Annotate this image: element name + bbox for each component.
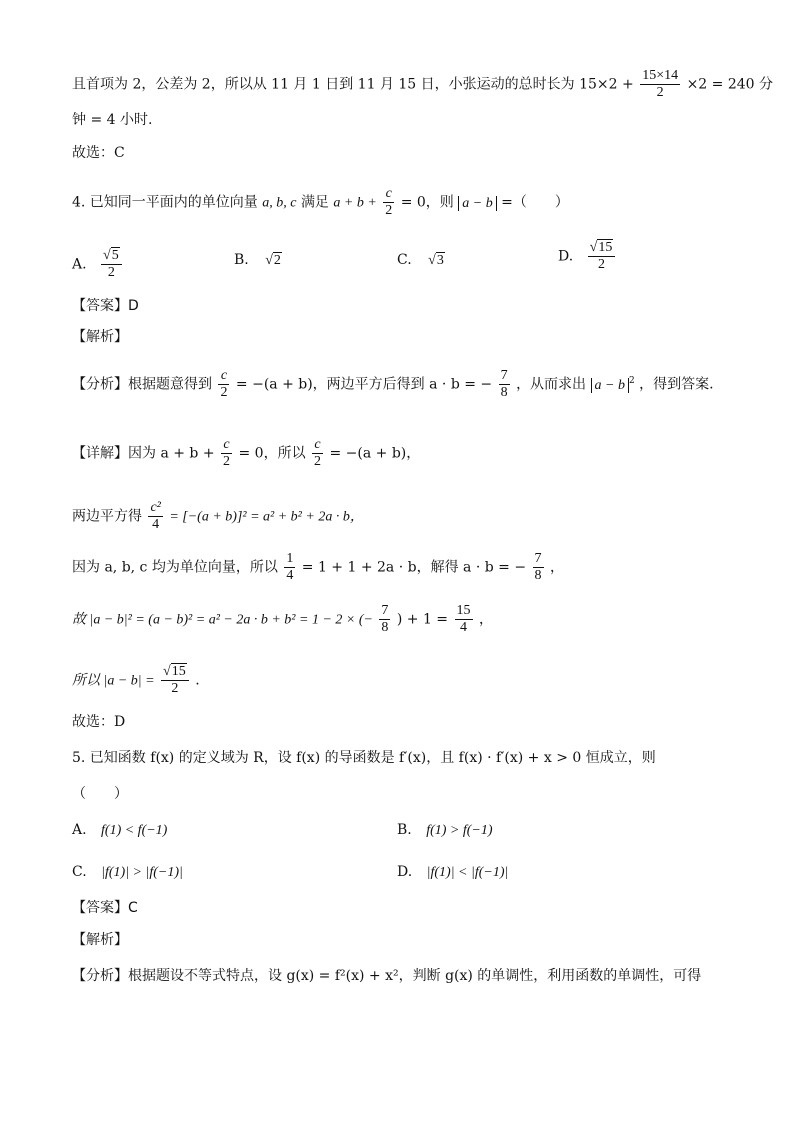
intro-line-1 — [72, 68, 773, 101]
q4-gu: 故 |a − b|² = (a − b)² = a² − 2a · b + b² = 1 − 2 × (− $\frac{7}{8}$ ) + 1 = $\frac{15}{4}$ ， — [72, 603, 493, 635]
intro-text-a: 且首项为 2，公差为 2，所以从 11 月 1 日到 11 月 15 日，小张运动的总时长为 15×2 + — [72, 76, 634, 93]
q5-stem-line-1: 5. 已知函数 f(x) 的定义域为 R，设 f(x) 的导函数是 f′(x)，且 f(x) · f′(x) + x > 0 恒成立，则 — [72, 750, 656, 766]
q4-stem: 4. 已知同一平面内的单位向量 a, b, c 满足 a + b + $\frac{c}{2}$ = 0，则 a − b =（ ） — [72, 186, 569, 218]
q5-option-a[interactable]: A. f(1) < f(−1) — [72, 822, 168, 838]
q4-fenxi: 【分析】根据题意得到 $\frac{c}{2}$ = −(a + b)，两边平方后得到 a · b = − $\frac{7}{8}$ ，从而求出 a − b $^2$ ，得到答案. — [72, 368, 714, 400]
q4-option-d[interactable]: D. $\frac{√15}{2}$ — [558, 240, 617, 273]
intro-choose: 故选：C — [72, 145, 125, 161]
q4-option-b[interactable]: B. √2 — [234, 252, 281, 268]
q4-square: 两边平方得 $\frac{\text{c²}}{4}$ = [−(a + b)]² = a² + b² + 2a · b， — [72, 500, 364, 532]
q4-stem-fraction: $\frac{c}{2}$ — [385, 186, 393, 218]
intro-fraction: $\frac{15\times 14}{2}$ — [642, 68, 679, 100]
q4-unit: 因为 a, b, c 均为单位向量，所以 $\frac{1}{4}$ = 1 + 1 + 2a · b，解得 a · b = − $\frac{7}{8}$ ， — [72, 551, 564, 583]
q4-abs-expression: a − b — [458, 196, 496, 211]
q5-option-c[interactable]: C. |f(1)| > |f(−1)| — [72, 864, 183, 880]
q4-answer: 【答案】D — [72, 298, 139, 314]
q5-answer: 【答案】C — [72, 900, 138, 916]
q5-option-d[interactable]: D. |f(1)| < |f(−1)| — [397, 864, 509, 880]
q4-option-c[interactable]: C. √3 — [397, 252, 444, 268]
q4-analysis-title: 【解析】 — [72, 329, 128, 345]
q4-vectors: a, b, c — [262, 195, 297, 211]
q4-detail: 【详解】因为 a + b + $\frac{c}{2}$ = 0，所以 $\frac{c}{2}$ = −(a + b)， — [72, 437, 421, 469]
q5-stem-line-2: （ ） — [72, 786, 128, 802]
q5-option-b[interactable]: B. f(1) > f(−1) — [397, 822, 493, 838]
q5-analysis-title: 【解析】 — [72, 932, 128, 948]
q5-fenxi: 【分析】根据题设不等式特点，设 g(x) = f²(x) + x²，判断 g(x) 的单调性，利用函数的单调性，可得 — [72, 968, 702, 984]
intro-line-2: 钟 = 4 小时. — [72, 112, 153, 128]
q4-suoyi: 所以 |a − b| = $\frac{√15}{2}$ . — [72, 664, 200, 696]
intro-text-b: ×2 = 240 分 — [686, 76, 774, 93]
q4-choose: 故选：D — [72, 714, 126, 730]
q4-option-a[interactable]: A. $\frac{√5}{2}$ — [72, 248, 124, 281]
